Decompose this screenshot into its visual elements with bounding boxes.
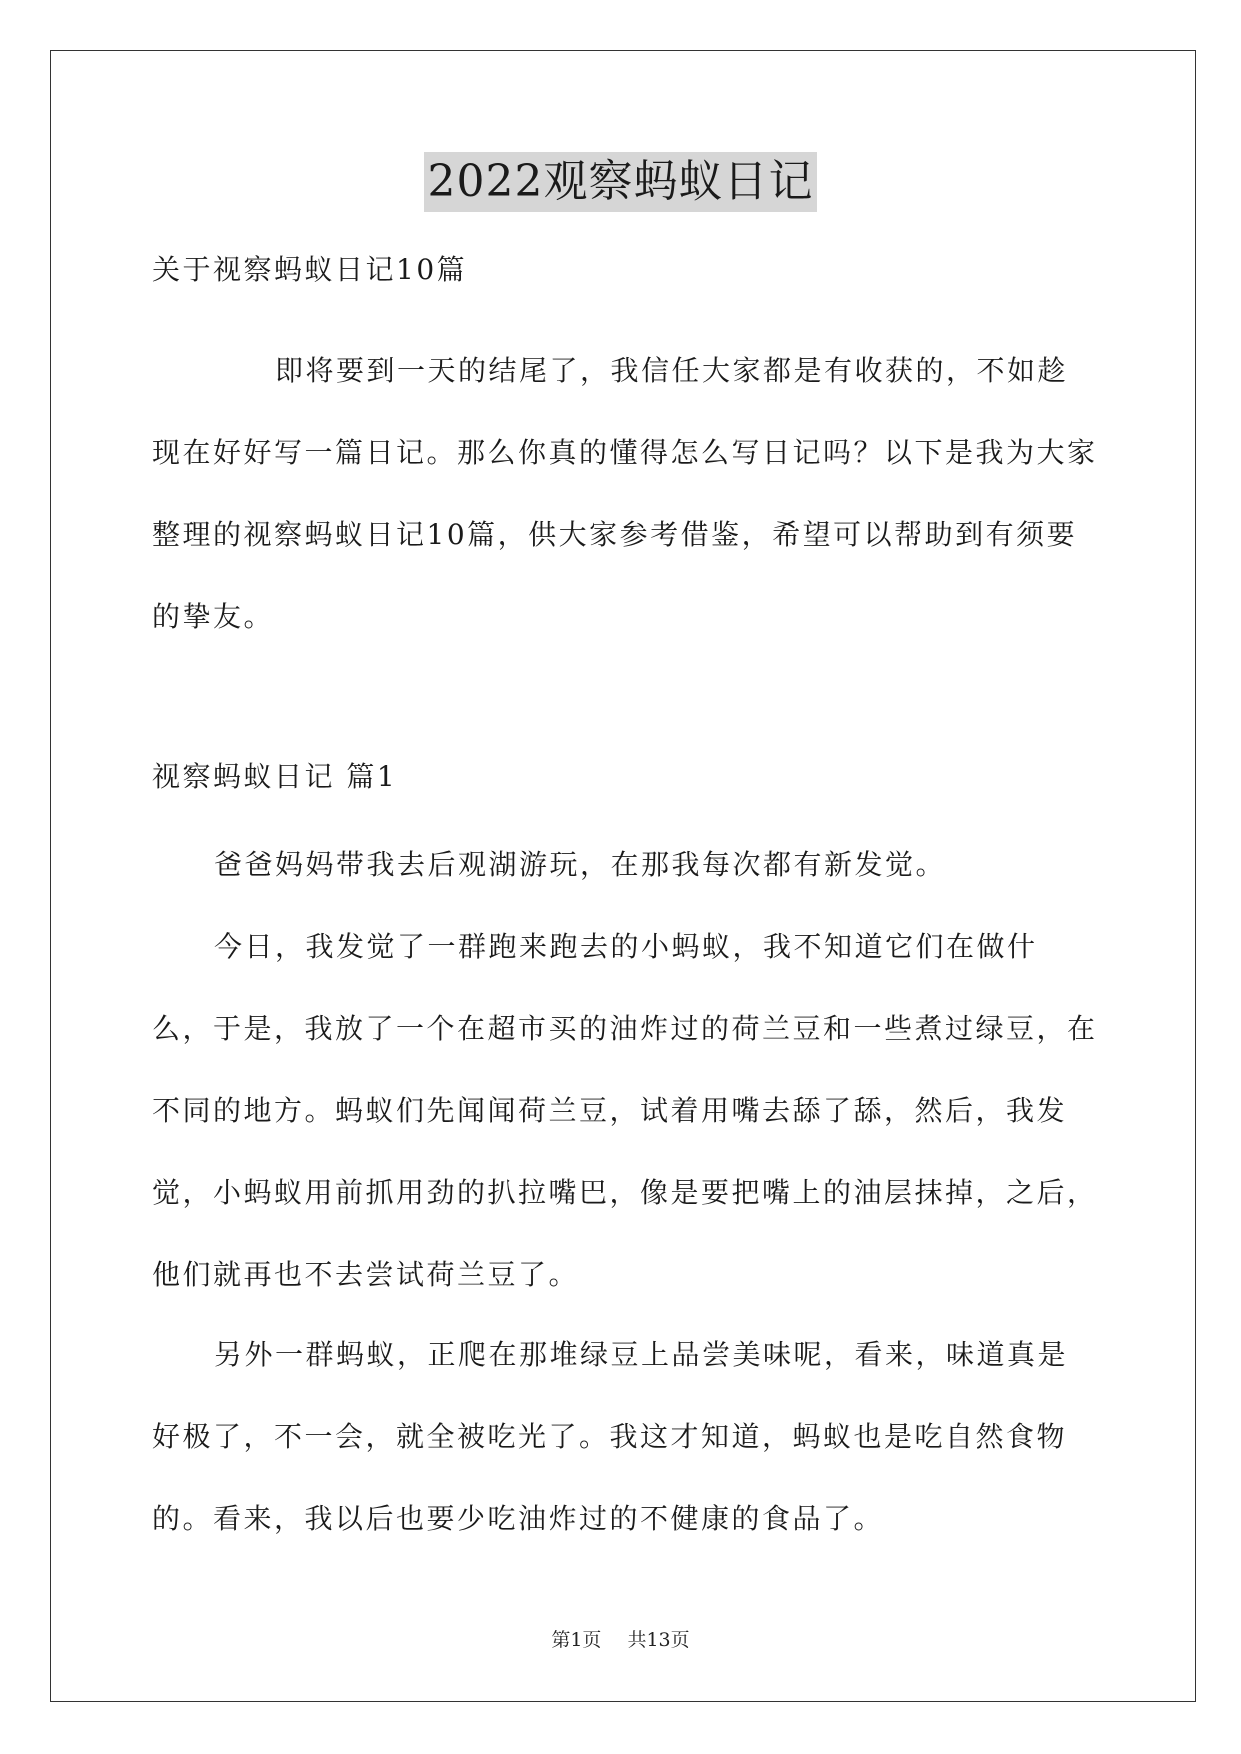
page-number: 第1页 <box>551 1629 602 1651</box>
body-paragraph: 另外一群蚂蚁，正爬在那堆绿豆上品尝美味呢，看来，味道真是好极了，不一会，就全被吃光了。我这才知道，蚂蚁也是吃自然食物的。看来，我以后也要少吃油炸过的不健康的食品了。 <box>152 1338 1069 1535</box>
page-footer <box>0 1625 1241 1655</box>
document-subtitle: 关于视察蚂蚁日记10篇 <box>152 253 468 286</box>
section-heading: 视察蚂蚁日记 篇1 <box>152 760 398 793</box>
intro-paragraph: 即将要到一天的结尾了，我信任大家都是有收获的，不如趁现在好好写一篇日记。那么你真的懂得怎么写日记吗？以下是我为大家整理的视察蚂蚁日记10篇，供大家参考借鉴，希望可以帮助到有须要的挚友。 <box>152 354 1098 633</box>
page-total: 共13页 <box>627 1629 690 1651</box>
title-container <box>0 152 1241 212</box>
body-paragraph: 今日，我发觉了一群跑来跑去的小蚂蚁，我不知道它们在做什么，于是，我放了一个在超市买的油炸过的荷兰豆和一些煮过绿豆，在不同的地方。蚂蚁们先闻闻荷兰豆，试着用嘴去舔了舔，然后，我发觉，小蚂蚁用前抓用劲的扒拉嘴巴，像是要把嘴上的油层抹掉，之后，他们就再也不去尝试荷兰豆了。 <box>152 930 1098 1291</box>
body-paragraph: 爸爸妈妈带我去后观湖游玩，在那我每次都有新发觉。 <box>214 848 947 881</box>
document-title: 2022观察蚂蚁日记 <box>424 152 818 212</box>
